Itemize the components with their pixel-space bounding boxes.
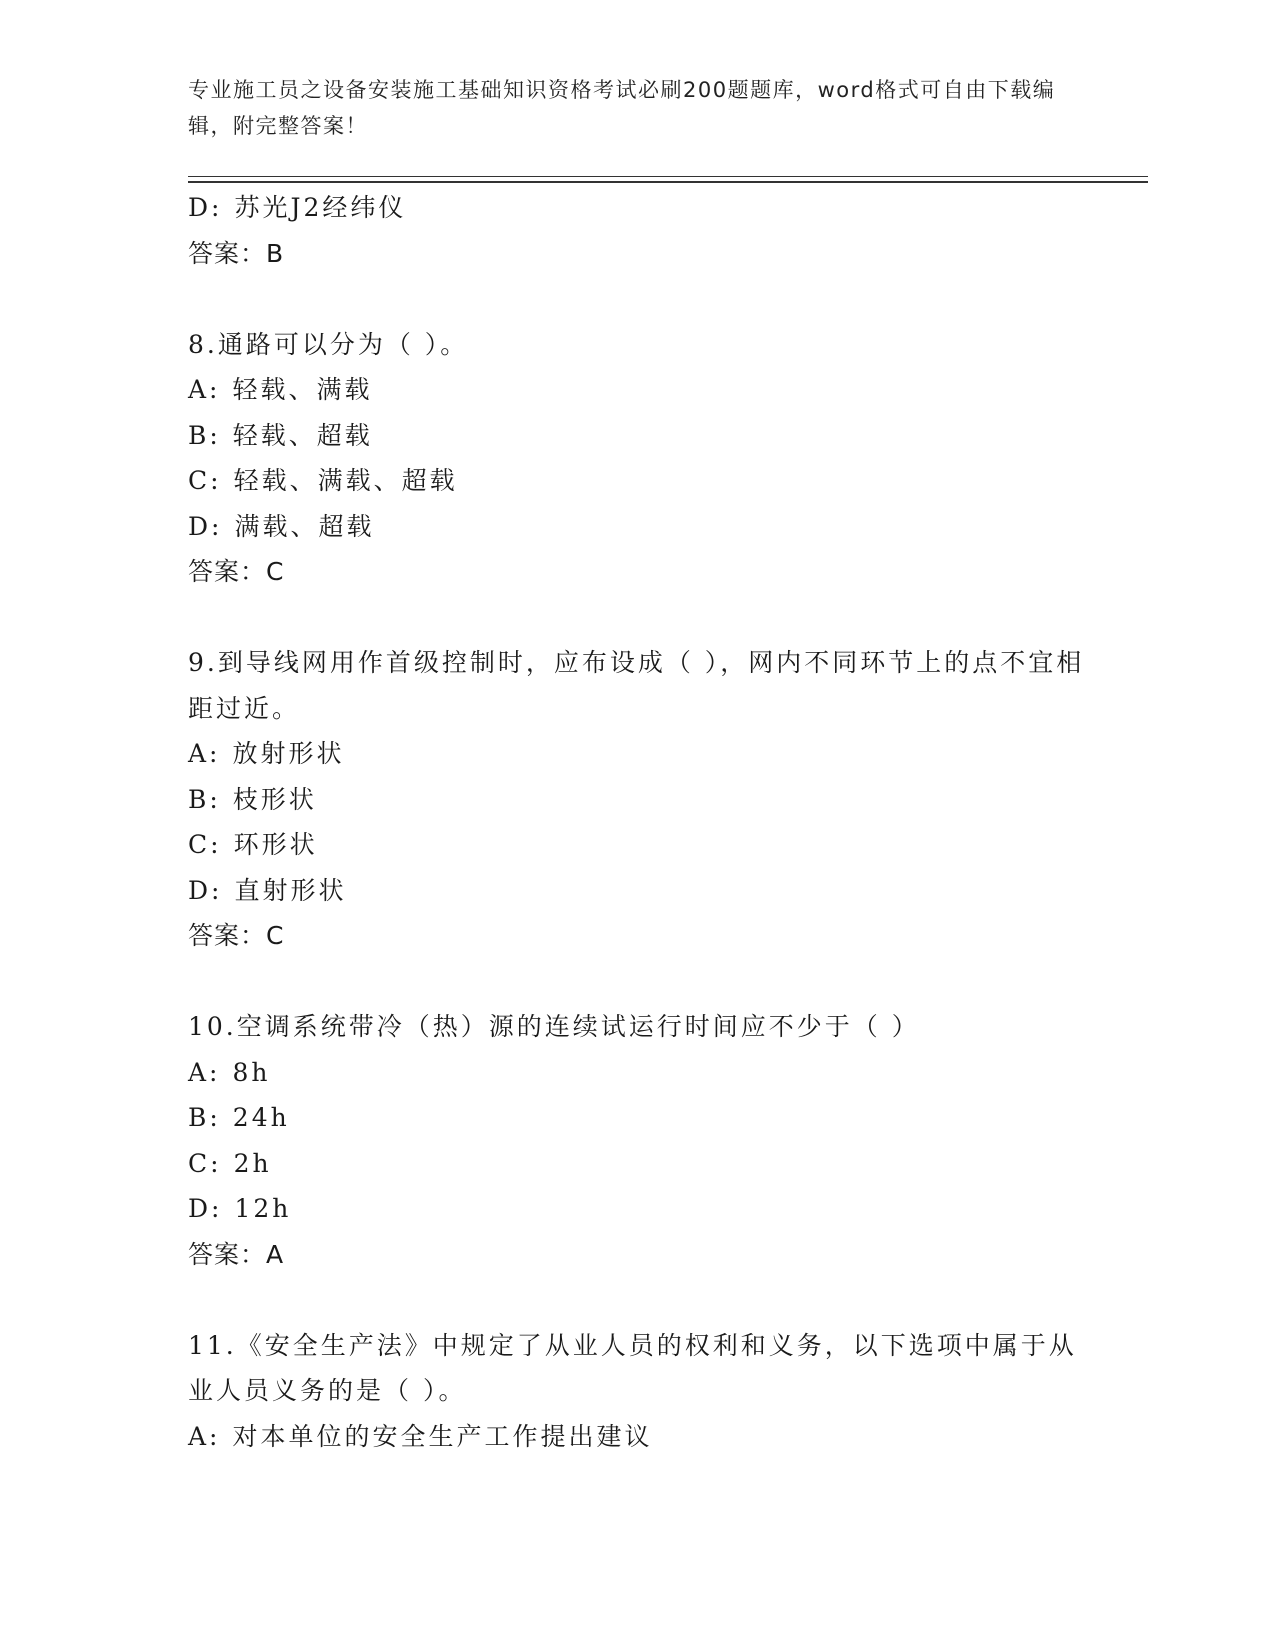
option-d (188, 504, 1088, 550)
option-text: 2h (233, 1148, 272, 1178)
option-d (188, 868, 1088, 914)
option-text: 环形状 (233, 830, 318, 859)
option-key: B: (188, 420, 221, 450)
option-a (188, 731, 1088, 777)
option-text: 放射形状 (232, 739, 345, 768)
option-text: 对本单位的安全生产工作提出建议 (232, 1421, 653, 1451)
option-text: 轻载、超载 (232, 420, 373, 450)
option-b (188, 413, 1088, 459)
option-text: 满载、超载 (234, 511, 375, 541)
option-text: 苏光J2经纬仪 (234, 193, 407, 222)
option-text: 枝形状 (232, 784, 317, 814)
option-b (188, 1095, 1088, 1141)
header-divider (188, 176, 1148, 177)
answer-line: 答案：C (188, 921, 285, 950)
option-key: A: (188, 1057, 221, 1087)
option-text: 24h (232, 1103, 290, 1132)
option-key: A: (188, 739, 221, 768)
option-c (188, 1141, 1088, 1187)
answer-line: 答案：B (188, 238, 285, 268)
option-a (188, 367, 1088, 413)
option-text: 轻载、满载 (232, 375, 373, 404)
option-key: A: (188, 1421, 221, 1451)
option-c (188, 822, 1088, 868)
question-stem: 8.通路可以分为（ ）。 (188, 329, 469, 359)
option-key: D: (188, 875, 223, 905)
option-key: A: (188, 375, 221, 404)
option-d (188, 1186, 1088, 1232)
option-a (188, 1414, 1088, 1460)
option-c (188, 458, 1088, 504)
option-d (188, 185, 1088, 231)
option-b (188, 777, 1088, 823)
answer-line: 答案：C (188, 557, 285, 586)
question-list (188, 185, 1088, 1459)
question-stem: 9.到导线网用作首级控制时，应布设成（ ），网内不同环节上的点不宜相距过近。 (188, 648, 1085, 723)
question-stem: 11.《安全生产法》中规定了从业人员的权利和义务，以下选项中属于从业人员义务的是（ ）。 (188, 1330, 1077, 1405)
question-block (188, 1323, 1088, 1460)
option-text: 12h (234, 1194, 292, 1223)
option-key: C: (188, 1148, 222, 1178)
option-key: B: (188, 784, 221, 814)
document-header (188, 72, 1088, 144)
option-key: C: (188, 830, 222, 859)
document-title: 专业施工员之设备安装施工基础知识资格考试必刷200题题库，word格式可自由下载编辑，附完整答案！ (188, 78, 1056, 138)
question-block (188, 185, 1088, 276)
option-key: D: (188, 193, 223, 222)
question-block (188, 640, 1088, 959)
option-key: D: (188, 1194, 223, 1223)
option-text: 直射形状 (234, 875, 347, 905)
question-block (188, 1004, 1088, 1277)
option-text: 8h (232, 1057, 271, 1087)
option-text: 轻载、满载、超载 (233, 466, 458, 495)
header-divider (188, 181, 1148, 183)
option-key: B: (188, 1103, 221, 1132)
question-block (188, 322, 1088, 595)
option-a (188, 1050, 1088, 1096)
answer-line: 答案：A (188, 1239, 285, 1269)
option-key: C: (188, 466, 222, 495)
option-key: D: (188, 511, 223, 541)
question-stem: 10.空调系统带冷（热）源的连续试运行时间应不少于（ ） (188, 1012, 920, 1041)
